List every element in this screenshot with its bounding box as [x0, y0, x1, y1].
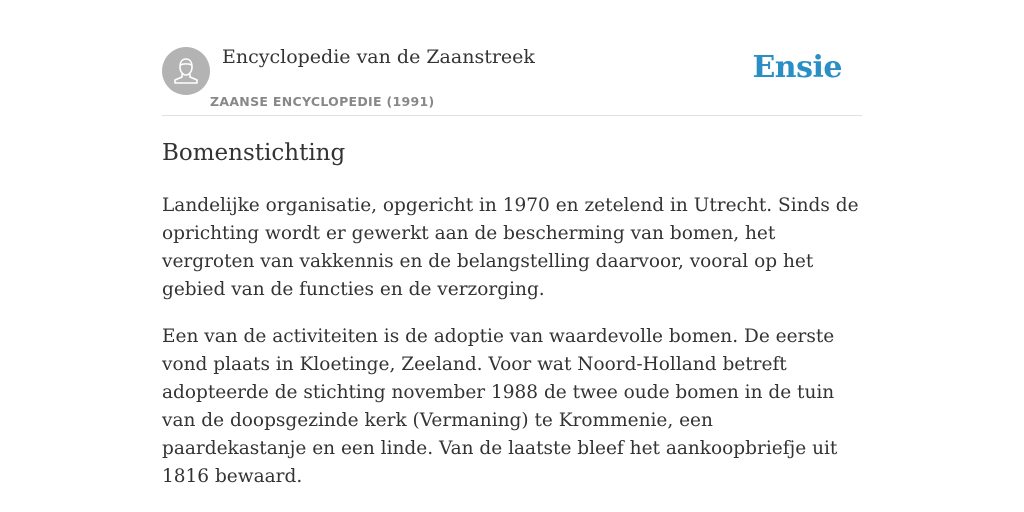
- entry-title: Bomenstichting: [162, 140, 346, 166]
- source-title[interactable]: Encyclopedie van de Zaanstreek: [222, 46, 535, 68]
- page-container: [162, 0, 862, 487]
- entry-paragraph: Een van de activiteiten is de adoptie van waardevolle bomen. De eerste vond plaats in Kloetinge, Zeeland. Voor wat Noord-Holland betreft adopteerde de stichting november 1988 de twee oude bomen in de tuin van de doopsgezinde kerk (Vermaning) te Krommenie, een paardekastanje en een linde. Van de laatste bleef het aankoopbriefje uit 1816 bewaard.: [162, 326, 838, 487]
- source-subtitle: ZAANSE ENCYCLOPEDIE (1991): [210, 94, 435, 109]
- user-placeholder-icon: [162, 47, 210, 95]
- source-header: [162, 0, 862, 116]
- avatar[interactable]: [162, 47, 210, 95]
- ensie-logo-link[interactable]: Ensie: [752, 50, 842, 85]
- entry-paragraph: Landelijke organisatie, opgericht in 1970 en zetelend in Utrecht. Sinds de oprichting wordt er gewerkt aan de bescherming van bomen, het vergroten van vakkennis en de belangstelling daarvoor, vooral op het gebied van de functies en de verzorging.: [162, 195, 859, 300]
- entry-content: [162, 192, 862, 510]
